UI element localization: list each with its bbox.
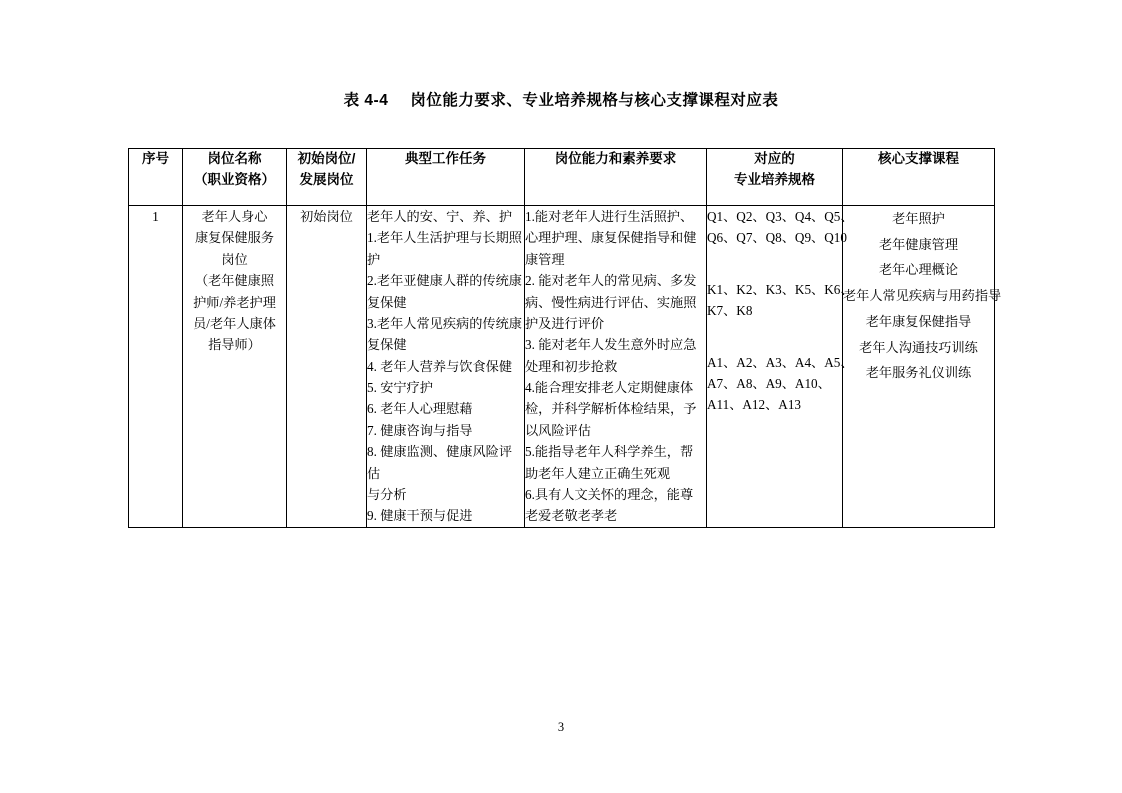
- ability-line: 康管理: [525, 251, 565, 267]
- course-line: 老年心理概论: [878, 262, 959, 278]
- spec-line: A1、A2、A3、A4、A5、: [707, 354, 854, 370]
- column-header-initial-post: [287, 149, 367, 206]
- ability-line: 病、慢性病进行评估、实施照: [525, 294, 697, 310]
- column-header-core-courses-line1: 核心支撑课程: [878, 151, 959, 166]
- column-header-seq: [129, 149, 183, 206]
- course-line: 老年人常见疾病与用药指导: [843, 288, 1002, 304]
- task-line: 1.老年人生活护理与长期照: [367, 230, 522, 246]
- spec-group-quality: [707, 206, 854, 249]
- ability-line: 3. 能对老年人发生意外时应急: [525, 337, 697, 353]
- post-name-line: 康复保健服务: [194, 230, 275, 246]
- task-line: 复保健: [367, 294, 407, 310]
- spec-line: Q6、Q7、Q8、Q9、Q10: [707, 230, 847, 246]
- ability-line: 心理护理、康复保健指导和健: [525, 230, 697, 246]
- task-line: 6. 老年人心理慰藉: [367, 401, 473, 417]
- column-header-ability: [525, 149, 707, 206]
- page-title: [0, 88, 1122, 110]
- post-name-line: 员/老年人康体: [193, 315, 276, 331]
- task-line: 8. 健康监测、健康风险评估: [367, 444, 513, 481]
- table-row: [129, 206, 995, 528]
- capability-mapping-table: [128, 148, 1002, 528]
- column-header-post-name: [183, 149, 287, 206]
- spec-group-ability: [707, 352, 854, 416]
- column-header-core-courses: [843, 149, 995, 206]
- ability-line: 检，并科学解析体检结果，予: [525, 401, 697, 417]
- spec-line: K7、K8: [707, 303, 753, 319]
- ability-line: 助老年人建立正确生死观: [525, 465, 671, 481]
- cell-core-courses: [843, 206, 1002, 528]
- ability-line: 处理和初步抢救: [525, 358, 618, 374]
- task-line: 复保健: [367, 337, 407, 353]
- spec-line: A11、A12、A13: [707, 397, 802, 413]
- ability-line: 5.能指导老年人科学养生，帮: [525, 444, 694, 460]
- post-name-line: 指导师）: [208, 337, 261, 353]
- task-line: 5. 安宁疗护: [367, 380, 433, 395]
- ability-line: 2. 能对老年人的常见病、多发: [525, 273, 697, 289]
- task-line: 2.老年亚健康人群的传统康: [367, 273, 522, 289]
- task-line: 7. 健康咨询与指导: [367, 422, 473, 438]
- course-line: 老年康复保健指导: [865, 313, 972, 329]
- course-line: 老年人沟通技巧训练: [859, 339, 978, 355]
- table-header-row: [129, 149, 995, 206]
- ability-line: 4.能合理安排老人定期健康体: [525, 380, 694, 395]
- column-header-typical-tasks: [367, 149, 525, 206]
- cell-initial-post: 初始岗位: [287, 206, 367, 528]
- post-name-line: 岗位: [221, 251, 248, 267]
- spec-line: A7、A8、A9、A10、: [707, 375, 831, 391]
- post-name-line: 护师/养老护理: [193, 294, 276, 310]
- course-line: 老年健康管理: [878, 236, 959, 252]
- column-header-initial-post-line1: 初始岗位/: [297, 151, 356, 166]
- cell-seq: 1: [129, 206, 183, 528]
- post-name-line: 老年人身心: [201, 209, 268, 224]
- spec-line: Q1、Q2、Q3、Q4、Q5、: [707, 209, 854, 224]
- column-header-post-name-line1: 岗位名称: [207, 151, 262, 166]
- column-header-post-name-line2: （职业资格）: [194, 171, 275, 187]
- course-line: 老年照护: [892, 211, 945, 226]
- course-line: 老年服务礼仪训练: [865, 365, 972, 381]
- column-header-spec-line1: 对应的: [754, 151, 795, 166]
- task-line: 3.老年人常见疾病的传统康: [367, 315, 522, 331]
- ability-line: 护及进行评价: [525, 315, 605, 331]
- table-title-text: 岗位能力要求、专业培养规格与核心支撑课程对应表: [410, 92, 779, 109]
- ability-line: 老爱老敬老孝老: [525, 508, 618, 524]
- column-header-seq-line1: 序号: [142, 151, 169, 166]
- column-header-typical-tasks-line1: 典型工作任务: [405, 151, 486, 166]
- ability-line: 以风险评估: [525, 422, 591, 438]
- spec-line: K1、K2、K3、K5、K6、: [707, 281, 854, 297]
- page-number: 3: [557, 720, 565, 734]
- task-line: 老年人的安、宁、养、护: [367, 209, 513, 224]
- cell-post-name: [183, 206, 287, 528]
- cell-ability-requirements: [525, 206, 707, 528]
- table-number: 表 4-4: [343, 92, 389, 109]
- cell-training-spec: [707, 206, 854, 528]
- column-header-spec-line2: 专业培养规格: [734, 171, 815, 187]
- column-header-initial-post-line2: 发展岗位: [299, 171, 354, 187]
- task-line: 护: [367, 251, 381, 267]
- task-line: 9. 健康干预与促进: [367, 508, 473, 524]
- ability-line: 6.具有人文关怀的理念，能尊: [525, 486, 694, 502]
- post-name-line: （老年健康照: [194, 273, 275, 289]
- cell-typical-tasks: [367, 206, 525, 528]
- column-header-spec: [707, 149, 843, 206]
- ability-line: 1.能对老年人进行生活照护、: [525, 209, 694, 224]
- spec-group-knowledge: [707, 279, 854, 322]
- task-line: 与分析: [367, 486, 407, 502]
- task-line: 4. 老年人营养与饮食保健: [367, 358, 513, 374]
- column-header-ability-line1: 岗位能力和素养要求: [554, 151, 677, 166]
